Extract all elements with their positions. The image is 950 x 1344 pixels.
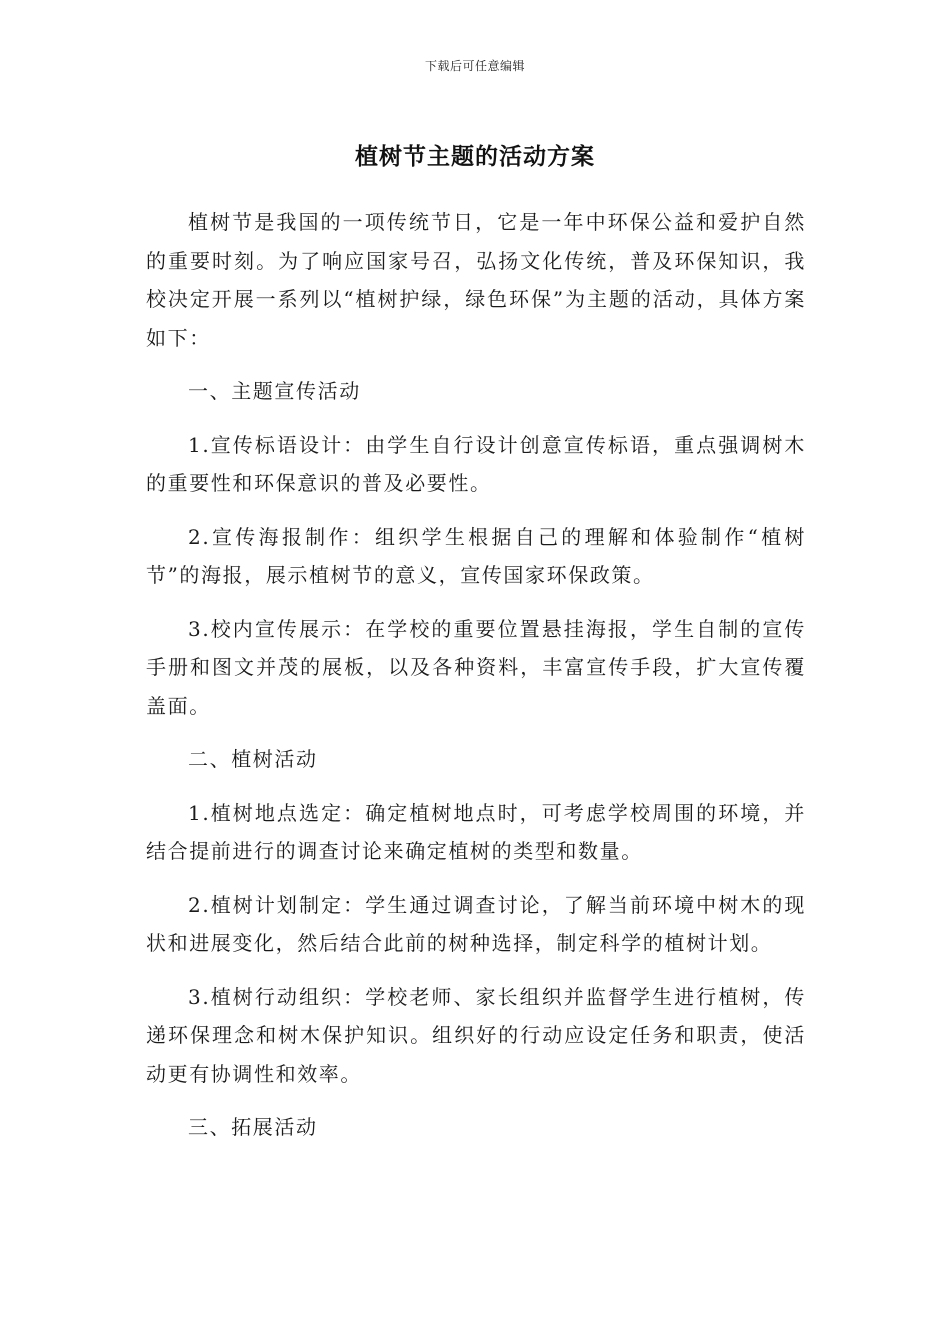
paragraph-1-2: 2.宣传海报制作：组织学生根据自己的理解和体验制作“植树节”的海报，展示植树节的意义，宣传国家环保政策。 <box>146 524 806 587</box>
paragraph-2-1: 1.植树地点选定：确定植树地点时，可考虑学校周围的环境，并结合提前进行的调查讨论来确定植树的类型和数量。 <box>146 800 806 863</box>
section-heading-2: 二、植树活动 <box>188 747 318 771</box>
paragraph-1-1: 1.宣传标语设计：由学生自行设计创意宣传标语，重点强调树木的重要性和环保意识的普及必要性。 <box>146 432 806 495</box>
document-body <box>146 203 806 1162</box>
section-heading-3: 三、拓展活动 <box>188 1115 318 1139</box>
paragraph-1-3: 3.校内宣传展示：在学校的重要位置悬挂海报，学生自制的宣传手册和图文并茂的展板，以及各种资料，丰富宣传手段，扩大宣传覆盖面。 <box>146 616 806 718</box>
header-note: 下载后可任意编辑 <box>424 59 525 73</box>
document-title: 植树节主题的活动方案 <box>355 144 595 170</box>
paragraph-2-3: 3.植树行动组织：学校老师、家长组织并监督学生进行植树，传递环保理念和树木保护知识。组织好的行动应设定任务和职责，使活动更有协调性和效率。 <box>146 984 806 1086</box>
section-heading-1: 一、主题宣传活动 <box>188 379 361 403</box>
intro-paragraph: 植树节是我国的一项传统节日，它是一年中环保公益和爱护自然的重要时刻。为了响应国家号召，弘扬文化传统，普及环保知识，我校决定开展一系列以“植树护绿，绿色环保”为主题的活动，具体方案如下： <box>146 210 806 350</box>
paragraph-2-2: 2.植树计划制定：学生通过调查讨论，了解当前环境中树木的现状和进展变化，然后结合此前的树种选择，制定科学的植树计划。 <box>146 892 806 955</box>
